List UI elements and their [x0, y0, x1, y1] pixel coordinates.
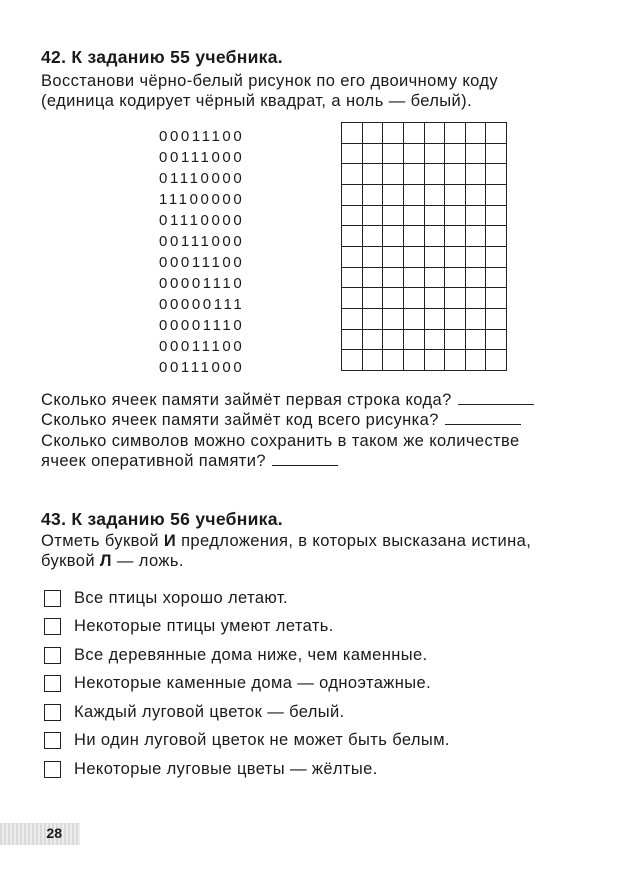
- grid-cell[interactable]: [466, 309, 487, 330]
- grid-cell[interactable]: [466, 206, 487, 227]
- page-number: 28: [46, 825, 62, 841]
- grid-cell[interactable]: [363, 350, 384, 371]
- statement-item: [44, 584, 450, 613]
- grid-cell[interactable]: [425, 144, 446, 165]
- grid-cell[interactable]: [486, 309, 507, 330]
- grid-cell[interactable]: [486, 247, 507, 268]
- grid-cell[interactable]: [425, 185, 446, 206]
- statement-text: Каждый луговой цветок — белый.: [74, 702, 345, 721]
- grid-cell[interactable]: [425, 164, 446, 185]
- answer-checkbox[interactable]: [44, 704, 61, 721]
- statement-text: Все птицы хорошо летают.: [74, 588, 288, 607]
- code-row: 00011100: [159, 338, 245, 355]
- code-row: 01110000: [159, 212, 245, 229]
- grid-cell[interactable]: [363, 247, 384, 268]
- grid-cell[interactable]: [425, 247, 446, 268]
- grid-cell[interactable]: [466, 123, 487, 144]
- task-43-intro-line-1: [41, 531, 531, 551]
- true-letter: И: [163, 532, 177, 550]
- grid-cell[interactable]: [363, 309, 384, 330]
- grid-cell[interactable]: [363, 226, 384, 247]
- grid-cell[interactable]: [342, 288, 363, 309]
- statement-item: [44, 670, 450, 699]
- grid-cell[interactable]: [383, 185, 404, 206]
- intro-text: — ложь.: [116, 552, 184, 570]
- false-letter: Л: [99, 552, 112, 570]
- grid-cell[interactable]: [404, 164, 425, 185]
- grid-cell[interactable]: [363, 144, 384, 165]
- answer-blank[interactable]: [445, 423, 521, 425]
- grid-cell[interactable]: [466, 268, 487, 289]
- page-number-tab: [0, 823, 80, 845]
- grid-cell[interactable]: [466, 330, 487, 351]
- statement-text: Все деревянные дома ниже, чем каменные.: [74, 645, 428, 664]
- grid-cell[interactable]: [486, 330, 507, 351]
- grid-cell[interactable]: [466, 226, 487, 247]
- grid-cell[interactable]: [342, 164, 363, 185]
- grid-cell[interactable]: [466, 185, 487, 206]
- intro-text: Отметь буквой: [41, 532, 159, 550]
- grid-cell[interactable]: [383, 309, 404, 330]
- grid-cell[interactable]: [404, 206, 425, 227]
- question-whole-picture: [41, 410, 521, 430]
- grid-cell[interactable]: [466, 247, 487, 268]
- grid-cell[interactable]: [363, 288, 384, 309]
- grid-cell[interactable]: [383, 350, 404, 371]
- grid-cell[interactable]: [363, 206, 384, 227]
- grid-cell[interactable]: [342, 309, 363, 330]
- grid-cell[interactable]: [425, 226, 446, 247]
- grid-cell[interactable]: [383, 144, 404, 165]
- grid-cell[interactable]: [342, 268, 363, 289]
- grid-cell[interactable]: [425, 268, 446, 289]
- code-row: 00001110: [159, 275, 245, 292]
- grid-cell[interactable]: [445, 206, 466, 227]
- grid-cell[interactable]: [486, 350, 507, 371]
- grid-cell[interactable]: [404, 350, 425, 371]
- statement-item: [44, 727, 450, 756]
- grid-cell[interactable]: [383, 206, 404, 227]
- task-43-intro-line-2: [41, 551, 184, 571]
- intro-text: предложения, в которых высказана истина,: [181, 532, 532, 550]
- grid-cell[interactable]: [383, 123, 404, 144]
- grid-cell[interactable]: [445, 185, 466, 206]
- grid-cell[interactable]: [486, 206, 507, 227]
- binary-code-list: [159, 126, 244, 378]
- grid-cell[interactable]: [342, 185, 363, 206]
- task-43-title: 43. К заданию 56 учебника.: [41, 509, 283, 529]
- grid-cell[interactable]: [383, 330, 404, 351]
- grid-cell[interactable]: [486, 123, 507, 144]
- statement-list: [44, 584, 450, 784]
- grid-cell[interactable]: [445, 268, 466, 289]
- grid-cell[interactable]: [425, 350, 446, 371]
- grid-cell[interactable]: [445, 226, 466, 247]
- question-symbols-line-1: Сколько символов можно сохранить в таком же количестве: [41, 432, 520, 450]
- answer-blank[interactable]: [272, 464, 338, 466]
- question-text: Сколько ячеек памяти займёт код всего рисунка?: [41, 411, 439, 429]
- statement-item: [44, 613, 450, 642]
- statement-text: Некоторые луговые цветы — жёлтые.: [74, 759, 378, 778]
- answer-checkbox[interactable]: [44, 647, 61, 664]
- grid-cell[interactable]: [404, 123, 425, 144]
- grid-cell[interactable]: [486, 268, 507, 289]
- task-42-intro-line-2: (единица кодирует чёрный квадрат, а ноль — белый).: [41, 92, 473, 110]
- grid-cell[interactable]: [404, 185, 425, 206]
- answer-checkbox[interactable]: [44, 732, 61, 749]
- grid-cell[interactable]: [425, 123, 446, 144]
- grid-cell[interactable]: [383, 164, 404, 185]
- code-row: 00000111: [159, 296, 245, 313]
- grid-cell[interactable]: [363, 268, 384, 289]
- grid-cell[interactable]: [486, 226, 507, 247]
- grid-cell[interactable]: [445, 164, 466, 185]
- grid-cell[interactable]: [445, 309, 466, 330]
- grid-cell[interactable]: [342, 226, 363, 247]
- grid-cell[interactable]: [404, 288, 425, 309]
- grid-cell[interactable]: [363, 330, 384, 351]
- code-row: 01110000: [159, 170, 245, 187]
- task-42-intro-line-1: Восстанови чёрно-белый рисунок по его двоичному коду: [41, 72, 499, 90]
- grid-cell[interactable]: [445, 350, 466, 371]
- grid-cell[interactable]: [445, 247, 466, 268]
- statement-item: [44, 641, 450, 670]
- grid-cell[interactable]: [466, 144, 487, 165]
- grid-cell[interactable]: [342, 247, 363, 268]
- grid-cell[interactable]: [383, 268, 404, 289]
- grid-cell[interactable]: [383, 247, 404, 268]
- grid-cell[interactable]: [342, 144, 363, 165]
- grid-cell[interactable]: [445, 330, 466, 351]
- grid-cell[interactable]: [486, 144, 507, 165]
- code-row: 00111000: [159, 359, 245, 376]
- grid-cell[interactable]: [404, 330, 425, 351]
- answer-checkbox[interactable]: [44, 618, 61, 635]
- question-symbols-line-2: [41, 451, 338, 471]
- grid-cell[interactable]: [404, 144, 425, 165]
- grid-cell[interactable]: [425, 288, 446, 309]
- grid-cell[interactable]: [404, 226, 425, 247]
- grid-cell[interactable]: [383, 226, 404, 247]
- grid-cell[interactable]: [466, 350, 487, 371]
- question-first-row: [41, 390, 534, 410]
- grid-cell[interactable]: [445, 123, 466, 144]
- statement-item: [44, 755, 450, 784]
- statement-item: [44, 698, 450, 727]
- code-row: 00011100: [159, 128, 245, 145]
- task-42-title: 42. К заданию 55 учебника.: [41, 47, 283, 67]
- grid-cell[interactable]: [486, 164, 507, 185]
- grid-cell[interactable]: [342, 330, 363, 351]
- grid-cell[interactable]: [383, 288, 404, 309]
- grid-cell[interactable]: [342, 206, 363, 227]
- statement-text: Ни один луговой цветок не может быть белым.: [74, 731, 450, 750]
- grid-cell[interactable]: [486, 185, 507, 206]
- question-text: Сколько ячеек памяти займёт первая строка кода?: [41, 391, 452, 409]
- answer-checkbox[interactable]: [44, 675, 61, 692]
- code-row: 00011100: [159, 254, 245, 271]
- answer-blank[interactable]: [458, 403, 534, 405]
- code-row: 11100000: [159, 191, 245, 208]
- answer-checkbox[interactable]: [44, 761, 61, 778]
- question-text: ячеек оперативной памяти?: [41, 452, 266, 470]
- grid-cell[interactable]: [445, 144, 466, 165]
- grid-cell[interactable]: [363, 123, 384, 144]
- grid-cell[interactable]: [363, 185, 384, 206]
- grid-cell[interactable]: [363, 164, 384, 185]
- drawing-grid[interactable]: [341, 122, 507, 371]
- grid-cell[interactable]: [425, 330, 446, 351]
- grid-cell[interactable]: [342, 350, 363, 371]
- statement-text: Некоторые каменные дома — одноэтажные.: [74, 674, 432, 693]
- grid-cell[interactable]: [466, 288, 487, 309]
- grid-cell[interactable]: [466, 164, 487, 185]
- grid-cell[interactable]: [445, 288, 466, 309]
- intro-text: буквой: [41, 552, 95, 570]
- grid-cell[interactable]: [404, 309, 425, 330]
- answer-checkbox[interactable]: [44, 590, 61, 607]
- code-row: 00111000: [159, 149, 245, 166]
- grid-cell[interactable]: [425, 309, 446, 330]
- code-row: 00111000: [159, 233, 245, 250]
- code-row: 00001110: [159, 317, 245, 334]
- grid-cell[interactable]: [425, 206, 446, 227]
- grid-cell[interactable]: [404, 247, 425, 268]
- grid-cell[interactable]: [486, 288, 507, 309]
- grid-cell[interactable]: [404, 268, 425, 289]
- grid-cell[interactable]: [342, 123, 363, 144]
- statement-text: Некоторые птицы умеют летать.: [74, 617, 334, 636]
